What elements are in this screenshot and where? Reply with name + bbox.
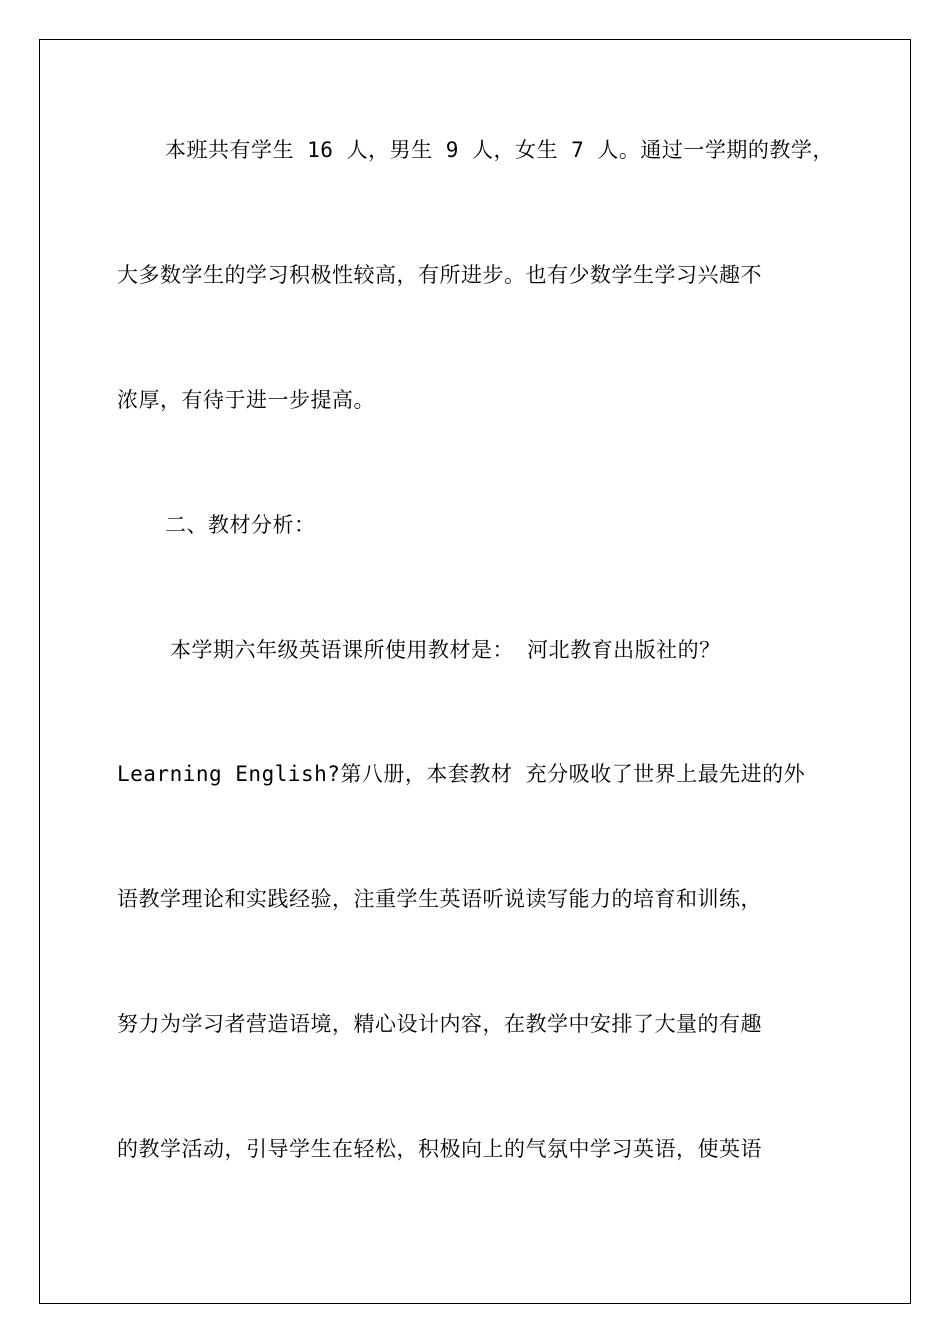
- paragraph-line-9: 的教学活动，引导学生在轻松，积极向上的气氛中学习英语，使英语: [117, 1137, 762, 1161]
- paragraph-line-5: 本学期六年级英语课所使用教材是： 河北教育出版社的？: [170, 638, 721, 662]
- paragraph-line-1: 本班共有学生 16 人，男生 9 人，女生 7 人。通过一学期的教学，: [165, 138, 834, 162]
- paragraph-line-6: Learning English?第八册，本套教材 充分吸收了世界上最先进的外: [117, 762, 806, 786]
- paragraph-line-7: 语教学理论和实践经验，注重学生英语听说读写能力的培育和训练，: [117, 887, 762, 911]
- paragraph-line-2: 大多数学生的学习积极性较高，有所进步。也有少数学生学习兴趣不: [117, 263, 762, 287]
- paragraph-line-3: 浓厚，有待于进一步提高。: [117, 388, 375, 412]
- paragraph-line-8: 努力为学习者营造语境，精心设计内容，在教学中安排了大量的有趣: [117, 1012, 762, 1036]
- section-heading: 二、教材分析：: [165, 513, 316, 537]
- page-border: [39, 39, 911, 1304]
